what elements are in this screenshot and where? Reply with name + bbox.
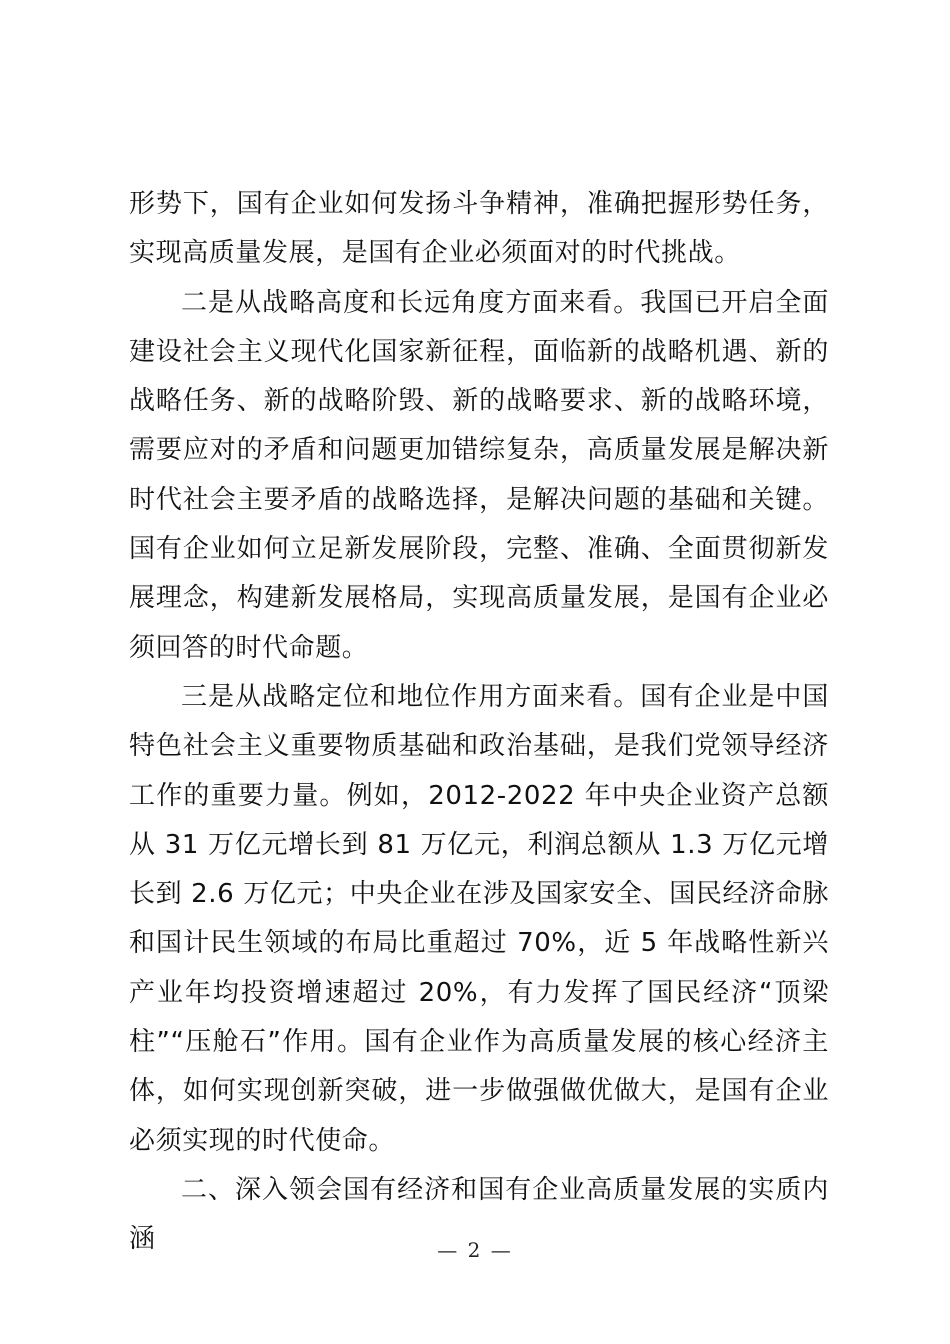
paragraph-strategic-height: 二是从战略高度和长远角度方面来看。我国已开启全面建设社会主义现代化国家新征程，面临新的战略机遇、新的战略任务、新的战略阶毁、新的战略要求、新的战略环境，需要应对的矛盾和问题更加错综复杂，高质量发展是解决新时代社会主要矛盾的战略选择，是解决问题的基础和关键。国有企业如何立足新发展阶段，完整、准确、全面贯彻新发展理念，构建新发展格局，实现高质量发展，是国有企业必须回答的时代命题。 — [129, 287, 829, 663]
document-body — [129, 180, 829, 1265]
page-number: — 2 — — [437, 1238, 513, 1262]
paragraph-continuation: 形势下，国有企业如何发扬斗争精神，准确把握形势任务，实现高质量发展，是国有企业必须面对的时代挑战。 — [129, 189, 829, 269]
section-heading: 二、深入领会国有经济和国有企业高质量发展的实质内涵 — [129, 1174, 829, 1255]
paragraph-strategic-position: 三是从战略定位和地位作用方面来看。国有企业是中国特色社会主义重要物质基础和政治基础，是我们党领导经济工作的重要力量。例如，2012-2022 年中央企业资产总额从 31 万亿元增长到 81 万亿元，利润总额从 1.3 万亿元增长到 2.6 万亿元；中央企业在涉及国家安全、国民经济命脉和国计民生领域的布局比重超过 70%，近 5 年战略性新兴产业年均投资增速超过 20%，有力发挥了国民经济“顶梁柱”“压舱石”作用。国有企业作为高质量发展的核心经济主体，如何实现创新突破，进一步做强做优做大，是国有企业必须实现的时代使命。 — [129, 681, 829, 1156]
